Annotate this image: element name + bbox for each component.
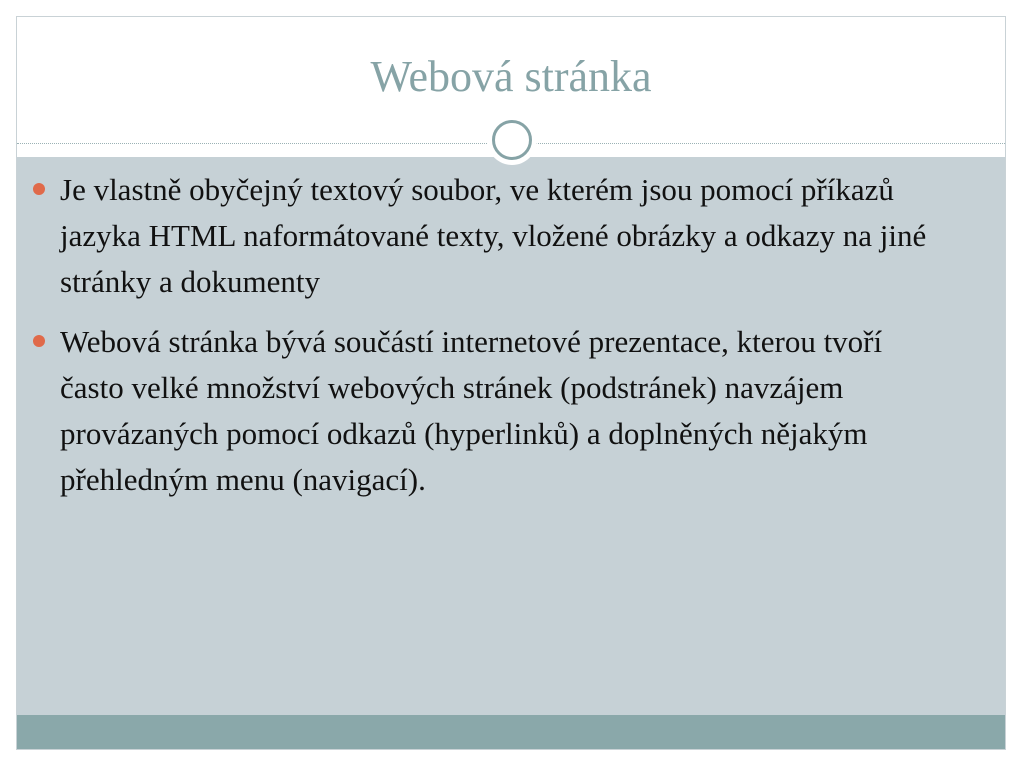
bullet-text: Webová stránka bývá součástí internetové prezentace, kterou tvoří často velké množství webových stránek (podstránek) navzájem provázaných pomocí odkazů (hyperlinků) a doplněných nějakým přehledným menu (navigací). [60, 324, 883, 497]
bullet-list [30, 167, 950, 517]
slide-title: Webová stránka [370, 52, 652, 101]
circle-ring-icon [487, 115, 537, 165]
bullet-text: Je vlastně obyčejný textový soubor, ve kterém jsou pomocí příkazů jazyka HTML naformátované texty, vložené obrázky a odkazy na jiné stránky a dokumenty [60, 172, 927, 299]
footer-bar [17, 715, 1005, 750]
bullet-item [30, 167, 950, 305]
bullet-item [30, 319, 950, 503]
dot-icon [33, 183, 45, 195]
dot-icon [33, 335, 45, 347]
ornament-ring [492, 120, 532, 160]
